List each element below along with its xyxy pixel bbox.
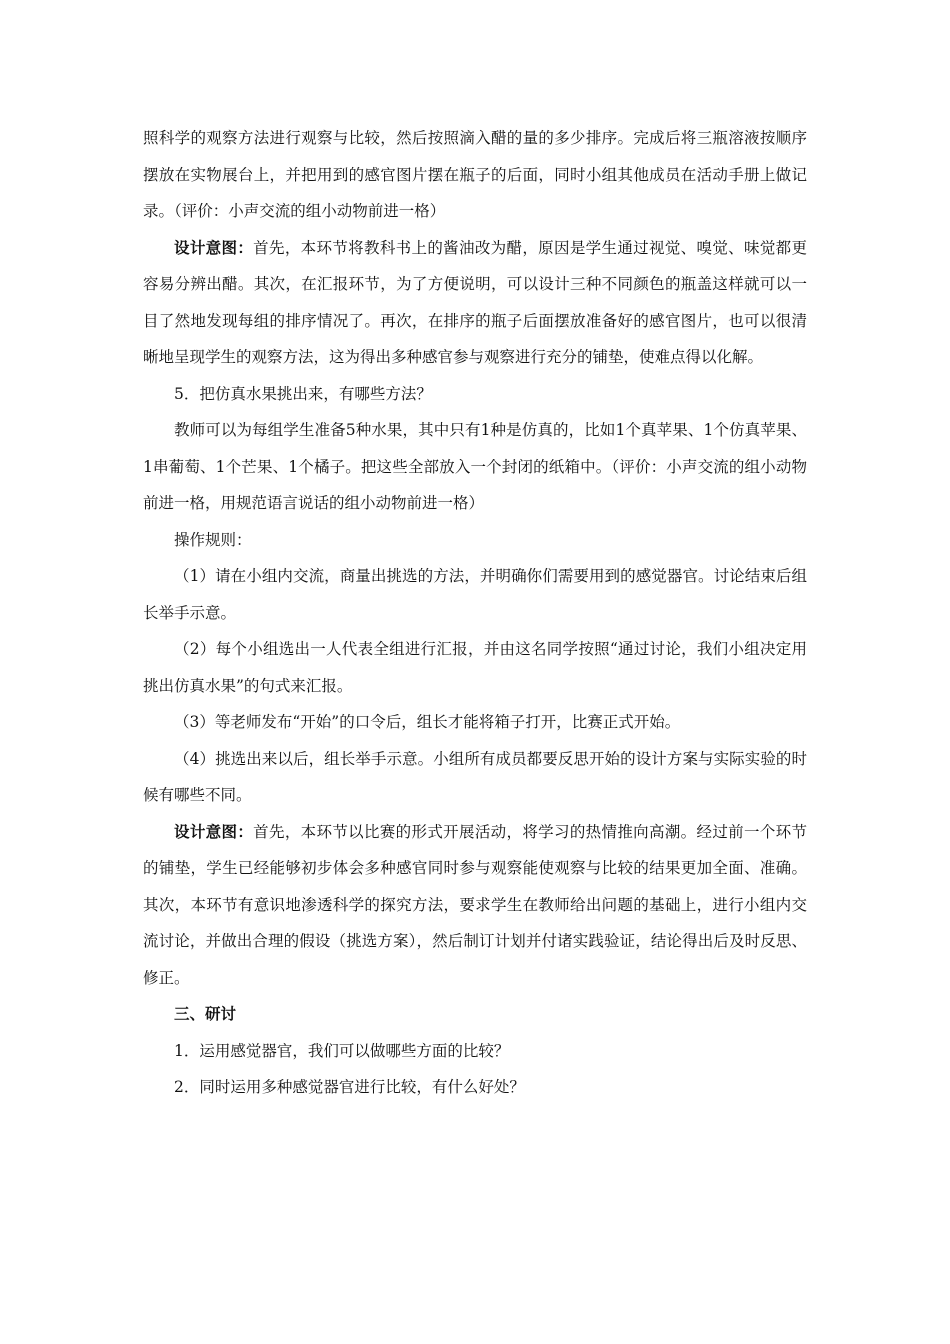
design-intent-paragraph-1	[143, 230, 807, 376]
design-intent-label: 设计意图：	[174, 821, 254, 841]
document-page	[143, 120, 807, 1106]
design-intent-label: 设计意图：	[174, 237, 254, 257]
paragraph-continuation: 照科学的观察方法进行观察与比较，然后按照滴入醋的量的多少排序。完成后将三瓶溶液按顺序摆放在实物展台上，并把用到的感官图片摆在瓶子的后面，同时小组其他成员在活动手册上做记录。（评价：小声交流的组小动物前进一格）	[143, 129, 807, 220]
section-heading-discussion: 三、研讨	[174, 1004, 237, 1023]
activity-heading-5: 5．把仿真水果挑出来，有哪些方法？	[174, 384, 432, 403]
rule-1: （1）请在小组内交流，商量出挑选的方法，并明确你们需要用到的感觉器官。讨论结束后组长举手示意。	[143, 567, 807, 622]
design-intent-text: 首先，本环节将教科书上的酱油改为醋，原因是学生通过视觉、嗅觉、味觉都更容易分辨出醋。其次，在汇报环节，为了方便说明，可以设计三种不同颜色的瓶盖这样就可以一目了然地发现每组的排序情况了。再次，在排序的瓶子后面摆放准备好的感官图片，也可以很清晰地呈现学生的观察方法，这为得出多种感官参与观察进行充分的铺垫，使难点得以化解。	[143, 238, 807, 366]
paragraph-fruit-prep: 教师可以为每组学生准备5种水果，其中只有1种是仿真的，比如1个真苹果、1个仿真苹果、1串葡萄、1个芒果、1个橘子。把这些全部放入一个封闭的纸箱中。（评价：小声交流的组小动物前进一格，用规范语言说话的组小动物前进一格）	[143, 421, 807, 512]
discussion-question-2: 2．同时运用多种感觉器官进行比较，有什么好处？	[174, 1078, 525, 1096]
rule-4: （4）挑选出来以后，组长举手示意。小组所有成员都要反思开始的设计方案与实际实验的时候有哪些不同。	[143, 749, 807, 804]
design-intent-paragraph-2	[143, 814, 807, 997]
design-intent-text: 首先，本环节以比赛的形式开展活动，将学习的热情推向高潮。经过前一个环节的铺垫，学生已经能够初步体会多种感官同时参与观察能使观察与比较的结果更加全面、准确。其次，本环节有意识地渗透科学的探究方法，要求学生在教师给出问题的基础上，进行小组内交流讨论，并做出合理的假设（挑选方案），然后制订计划并付诸实践验证，结论得出后及时反思、修正。	[143, 822, 807, 987]
rule-2: （2）每个小组选出一人代表全组进行汇报，并由这名同学按照“通过讨论，我们小组决定用挑出仿真水果”的句式来汇报。	[143, 640, 807, 695]
discussion-question-1: 1．运用感觉器官，我们可以做哪些方面的比较？	[174, 1041, 510, 1060]
rules-title: 操作规则：	[174, 530, 252, 549]
rule-3: （3）等老师发布“开始”的口令后，组长才能将箱子打开，比赛正式开始。	[174, 713, 681, 731]
